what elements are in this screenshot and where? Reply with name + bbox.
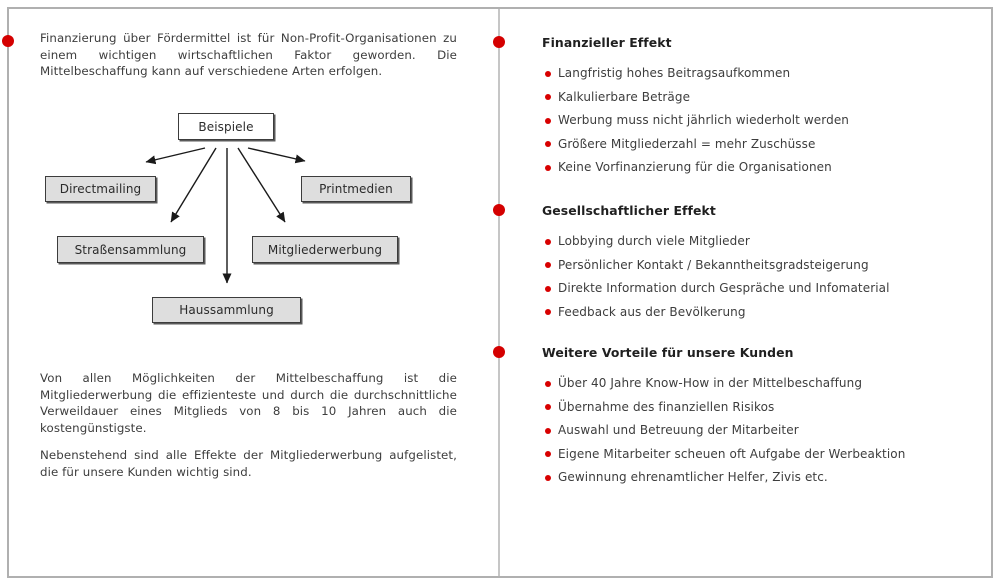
section-dot-icon [493, 36, 505, 48]
body-paragraph: Von allen Möglichkeiten der Mittelbeschaffung ist die Mitgliederwerbung die effizienteste und durch die durchschnittliche Verweildauer eines Mitglieds von 8 bis 10 Jahren auch die kostengünstigste. [40, 371, 457, 435]
diagram-node-label: Beispiele [198, 119, 254, 134]
list-item: Über 40 Jahre Know-How in der Mittelbeschaffung [542, 376, 966, 391]
diagram-node-label: Haussammlung [179, 303, 274, 317]
section-title: Gesellschaftlicher Effekt [542, 203, 716, 218]
list-item: Werbung muss nicht jährlich wiederholt werden [542, 113, 966, 128]
column-divider [498, 9, 500, 576]
diagram-node-printmedien [301, 176, 411, 202]
bullet-list [542, 66, 966, 175]
section-gesellschaftlicher-effekt [542, 203, 966, 320]
list-item: Langfristig hohes Beitragsaufkommen [542, 66, 966, 81]
section-dot-icon [493, 204, 505, 216]
section-dot-icon [493, 346, 505, 358]
section-title: Finanzieller Effekt [542, 35, 672, 50]
diagram-node-haussammlung [152, 297, 301, 323]
section-dot-icon [2, 35, 14, 47]
section-weitere-vorteile [542, 345, 966, 485]
list-item: Kalkulierbare Beträge [542, 90, 966, 105]
intro-paragraph: Finanzierung über Fördermittel ist für Non-Profit-Organisationen zu einem wichtigen wirtschaftlichen Faktor geworden. Die Mittelbeschaffung kann auf verschiedene Arten erfolgen. [40, 31, 457, 78]
diagram-node-label: Printmedien [319, 182, 393, 196]
body-paragraph: Nebenstehend sind alle Effekte der Mitgliederwerbung aufgelistet, die für unsere Kunden wichtig sind. [40, 448, 457, 479]
list-item: Übernahme des finanziellen Risikos [542, 400, 966, 415]
diagram-node-strassensammlung [57, 236, 204, 263]
diagram-node-label: Directmailing [59, 182, 142, 196]
bullet-list [542, 376, 966, 485]
diagram-node-label: Straßensammlung [74, 242, 187, 257]
list-item: Feedback aus der Bevölkerung [542, 305, 966, 320]
diagram-node-beispiele [178, 113, 274, 140]
list-item: Gewinnung ehrenamtlicher Helfer, Zivis etc. [542, 470, 966, 485]
section-title: Weitere Vorteile für unsere Kunden [542, 345, 794, 360]
list-item: Direkte Information durch Gespräche und Infomaterial [542, 281, 966, 296]
list-item: Lobbying durch viele Mitglieder [542, 234, 966, 249]
list-item: Persönlicher Kontakt / Bekanntheitsgradsteigerung [542, 258, 966, 273]
list-item: Auswahl und Betreuung der Mitarbeiter [542, 423, 966, 438]
list-item: Eigene Mitarbeiter scheuen oft Aufgabe der Werbeaktion [542, 447, 966, 462]
bullet-list [542, 234, 966, 320]
section-finanzieller-effekt [542, 35, 966, 175]
diagram-node-label: Mitgliederwerbung [267, 242, 383, 257]
diagram-node-mitgliederwerbung [252, 236, 398, 263]
list-item: Größere Mitgliederzahl = mehr Zuschüsse [542, 137, 966, 152]
diagram-node-directmailing [45, 176, 156, 202]
list-item: Keine Vorfinanzierung für die Organisationen [542, 160, 966, 175]
